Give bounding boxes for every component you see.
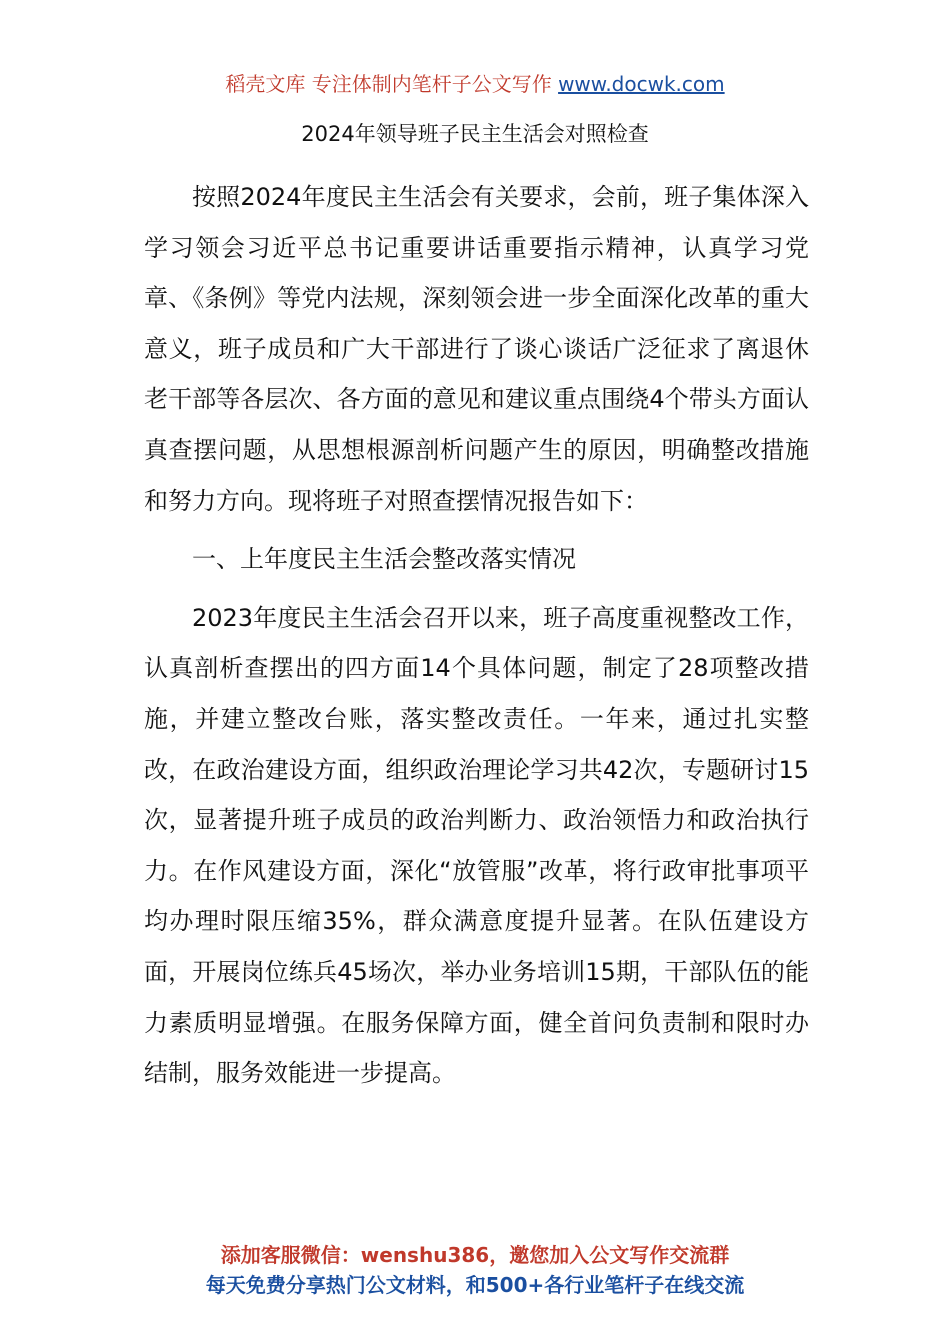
promo-footer (0, 1240, 950, 1300)
section-heading: 一、上年度民主生活会整改落实情况 (192, 545, 576, 574)
document-title: 2024年领导班子民主生活会对照检查 (301, 122, 649, 146)
site-header (0, 70, 950, 98)
promo-line-share: 每天免费分享热门公文材料，和500+各行业笔杆子在线交流 (205, 1273, 745, 1297)
document-body (144, 172, 809, 1099)
section-paragraph: 2023年度民主生活会召开以来，班子高度重视整改工作，认真剖析查摆出的四方面14个具体问题，制定了28项整改措施，并建立整改台账，落实整改责任。一年来，通过扎实整改，在政治建设方面，组织政治理论学习共42次，专题研讨15次，显著提升班子成员的政治判断力、政治领悟力和政治执行力。在作风建设方面，深化“放管服”改革，将行政审批事项平均办理时限压缩35%，群众满意度提升显著。在队伍建设方面，开展岗位练兵45场次，举办业务培训15期，干部队伍的能力素质明显增强。在服务保障方面，健全首问负责制和限时办结制，服务效能进一步提高。 (144, 603, 809, 1088)
promo-line-wechat: 添加客服微信：wenshu386，邀您加入公文写作交流群 (220, 1243, 730, 1267)
site-link[interactable]: www.docwk.com (558, 72, 725, 96)
brand-text: 稻壳文库 专注体制内笔杆子公文写作 (225, 72, 552, 96)
intro-paragraph: 按照2024年度民主生活会有关要求，会前，班子集体深入学习领会习近平总书记重要讲话重要指示精神，认真学习党章、《条例》等党内法规，深刻领会进一步全面深化改革的重大意义，班子成员和广大干部进行了谈心谈话广泛征求了离退休老干部等各层次、各方面的意见和建议重点围绕4个带头方面认真查摆问题，从思想根源剖析问题产生的原因，明确整改措施和努力方向。现将班子对照查摆情况报告如下： (144, 183, 809, 515)
